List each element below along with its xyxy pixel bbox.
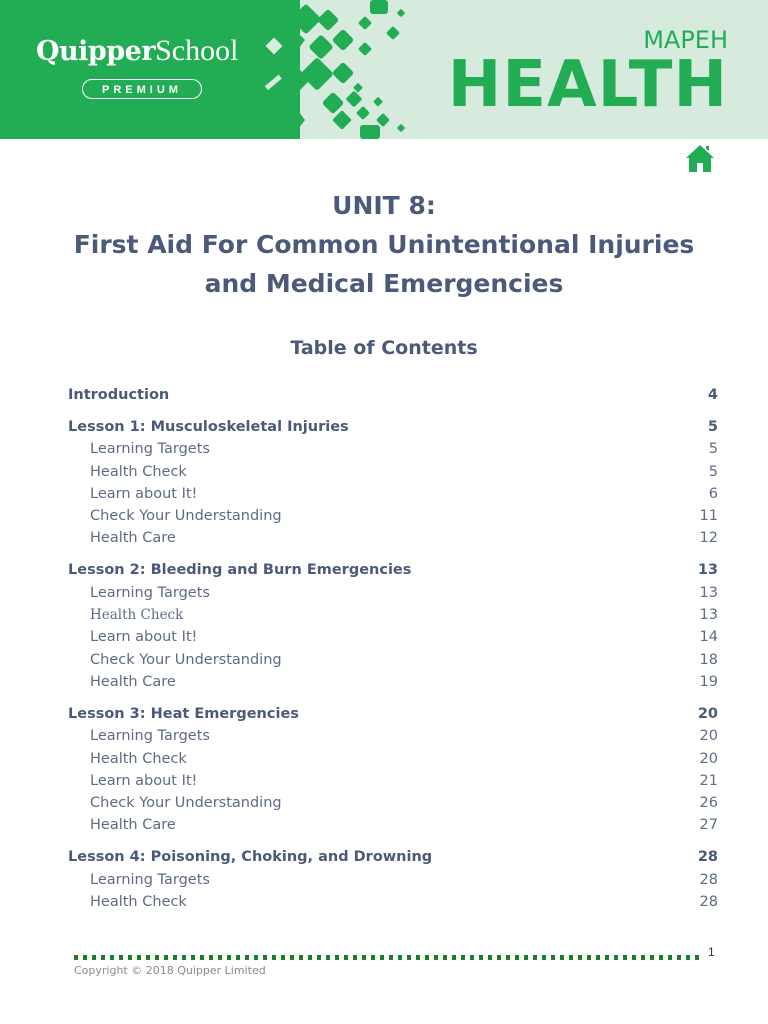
toc-label: Introduction <box>68 387 170 403</box>
toc-entry-sub[interactable] <box>68 604 718 626</box>
toc-label: Learn about It! <box>90 485 198 502</box>
toc-entry-sub[interactable] <box>68 483 718 505</box>
toc-label: Health Check <box>90 607 184 624</box>
toc-page: 19 <box>699 673 718 690</box>
subject-title: HEALTH <box>447 48 728 122</box>
toc-entry-lesson-2[interactable] <box>68 559 718 581</box>
toc-entry-sub[interactable] <box>68 671 718 693</box>
home-icon <box>683 141 717 175</box>
toc-entry-sub[interactable] <box>68 438 718 460</box>
toc-page: 11 <box>699 508 718 525</box>
toc-entry-sub[interactable] <box>68 814 718 836</box>
toc-label: Health Care <box>90 673 176 690</box>
toc-label: Learning Targets <box>90 871 210 888</box>
toc-label: Health Check <box>90 463 187 480</box>
toc-page: 27 <box>699 817 718 834</box>
toc-page: 28 <box>699 871 718 888</box>
toc-label: Health Care <box>90 817 176 834</box>
toc-label: Learn about It! <box>90 629 198 646</box>
toc-entry-sub[interactable] <box>68 649 718 671</box>
unit-title <box>0 186 768 303</box>
toc-entry-introduction[interactable] <box>68 384 718 406</box>
diamond-pattern-decoration <box>250 0 450 139</box>
toc-label: Learning Targets <box>90 584 210 601</box>
toc-page: 26 <box>699 795 718 812</box>
quipper-school-logo <box>36 34 238 68</box>
toc-entry-sub[interactable] <box>68 626 718 648</box>
toc-label: Health Check <box>90 893 187 910</box>
toc-page: 28 <box>699 893 718 910</box>
unit-title-line1: UNIT 8: <box>332 191 436 220</box>
toc-page: 13 <box>697 562 718 579</box>
toc-page: 20 <box>699 728 718 745</box>
toc-entry-sub[interactable] <box>68 748 718 770</box>
premium-badge: PREMIUM <box>82 79 202 99</box>
toc-label: Health Check <box>90 750 187 767</box>
toc-label: Lesson 1: Musculoskeletal Injuries <box>68 418 349 435</box>
toc-entry-sub[interactable] <box>68 869 718 891</box>
toc-label: Lesson 2: Bleeding and Burn Emergencies <box>68 562 412 579</box>
toc-label: Learning Targets <box>90 728 210 745</box>
toc-page: 6 <box>708 485 718 502</box>
toc-label: Lesson 4: Poisoning, Choking, and Drowning <box>68 849 433 866</box>
toc-page: 14 <box>699 629 718 646</box>
toc-page: 28 <box>697 849 718 866</box>
footer-dotted-divider <box>74 955 704 960</box>
toc-entry-sub[interactable] <box>68 891 718 913</box>
unit-title-line3: and Medical Emergencies <box>204 269 564 298</box>
toc-page: 5 <box>708 441 718 458</box>
table-of-contents <box>68 384 718 913</box>
toc-entry-sub[interactable] <box>68 527 718 549</box>
toc-entry-sub[interactable] <box>68 582 718 604</box>
toc-page: 4 <box>707 387 718 403</box>
home-button[interactable] <box>683 141 717 175</box>
toc-page: 5 <box>707 418 718 435</box>
toc-page: 12 <box>699 530 718 547</box>
toc-page: 13 <box>699 584 718 601</box>
toc-page: 21 <box>699 772 718 789</box>
toc-page: 13 <box>699 607 718 624</box>
toc-page: 5 <box>708 463 718 480</box>
toc-heading: Table of Contents <box>290 337 478 359</box>
unit-title-line2: First Aid For Common Unintentional Injuries <box>73 230 695 259</box>
toc-page: 20 <box>697 705 718 722</box>
subject-category: MAPEH <box>643 26 728 54</box>
toc-entry-lesson-3[interactable] <box>68 703 718 725</box>
toc-page: 20 <box>699 750 718 767</box>
brand-light-text: School <box>155 34 239 67</box>
toc-page: 18 <box>699 651 718 668</box>
toc-entry-sub[interactable] <box>68 725 718 747</box>
copyright-text: Copyright © 2018 Quipper Limited <box>74 964 266 977</box>
toc-label: Check Your Understanding <box>90 651 282 668</box>
page-number: 1 <box>708 945 715 959</box>
toc-entry-sub[interactable] <box>68 505 718 527</box>
header-banner <box>0 0 768 139</box>
toc-label: Health Care <box>90 530 176 547</box>
toc-entry-sub[interactable] <box>68 792 718 814</box>
toc-label: Learning Targets <box>90 441 210 458</box>
toc-label: Check Your Understanding <box>90 508 282 525</box>
toc-label: Lesson 3: Heat Emergencies <box>68 705 299 722</box>
toc-entry-lesson-4[interactable] <box>68 846 718 868</box>
toc-entry-sub[interactable] <box>68 461 718 483</box>
toc-label: Learn about It! <box>90 772 198 789</box>
toc-entry-lesson-1[interactable] <box>68 416 718 438</box>
toc-entry-sub[interactable] <box>68 770 718 792</box>
toc-label: Check Your Understanding <box>90 795 282 812</box>
brand-bold-text: Quipper <box>36 36 156 67</box>
